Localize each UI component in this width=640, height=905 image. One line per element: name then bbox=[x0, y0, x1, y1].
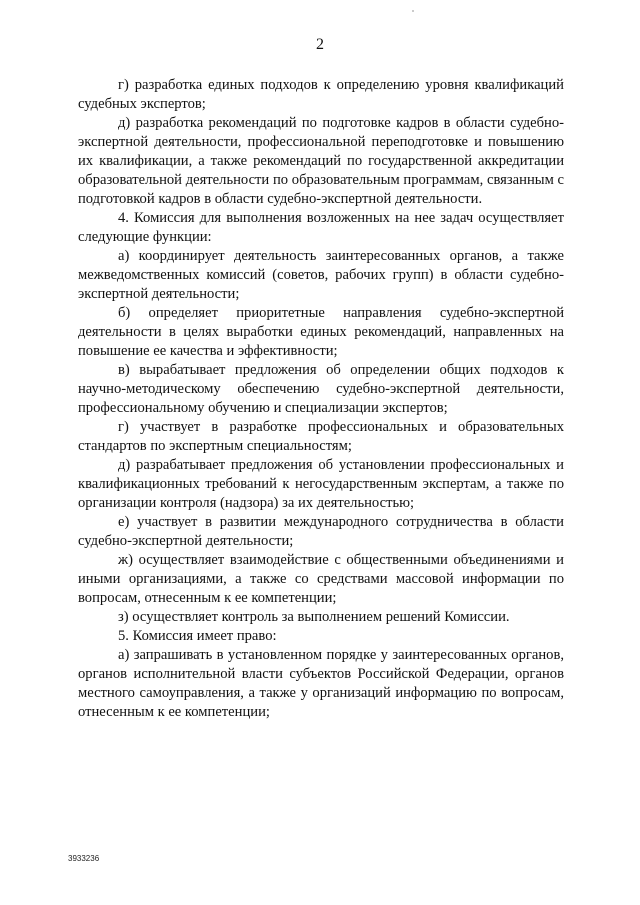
document-body bbox=[78, 76, 564, 722]
paragraph-g-unified-approaches: г) разработка единых подходов к определению уровня квалификаций судебных экспертов; bbox=[78, 77, 564, 112]
paragraph-b-priorities: б) определяет приоритетные направления судебно-экспертной деятельности в целях выработки единых рекомендаций, направленных на повышение ее качества и эффективности; bbox=[78, 305, 564, 359]
paragraph-d-requirements: д) разрабатывает предложения об установлении профессиональных и квалификационных требований к негосударственным экспертам, а также по организации контроля (надзора) за их деятельностью; bbox=[78, 457, 564, 511]
paragraph-a-request-info: а) запрашивать в установленном порядке у заинтересованных органов, органов исполнительной власти субъектов Российской Федерации, органов местного самоуправления, а также у организаций информацию по вопросам, отнесенным к ее компетенции; bbox=[78, 647, 564, 720]
paragraph-z-control: з) осуществляет контроль за выполнением решений Комиссии. bbox=[118, 609, 510, 625]
paragraph-a-coordinates: а) координирует деятельность заинтересованных органов, а также межведомственных комиссий (советов, рабочих групп) в области судебно-экспертной деятельности; bbox=[78, 248, 564, 302]
paragraph-5-rights: 5. Комиссия имеет право: bbox=[118, 628, 277, 644]
paragraph-g-standards: г) участвует в разработке профессиональных и образовательных стандартов по экспертным специальностям; bbox=[78, 419, 564, 454]
page-number: 2 bbox=[316, 36, 324, 53]
document-code: 3933236 bbox=[68, 854, 100, 863]
paragraph-zh-interaction: ж) осуществляет взаимодействие с общественными объединениями и иными организациями, а также со средствами массовой информации по вопросам, отнесенным к ее компетенции; bbox=[78, 552, 564, 606]
paragraph-v-proposals: в) вырабатывает предложения об определении общих подходов к научно-методическому обеспечению судебно-экспертной деятельности, профессиональному обучению и специализации экспертов; bbox=[78, 362, 564, 416]
paragraph-4-functions: 4. Комиссия для выполнения возложенных на нее задач осуществляет следующие функции: bbox=[78, 210, 564, 245]
paragraph-e-international: е) участвует в развитии международного сотрудничества в области судебно-экспертной деятельности; bbox=[78, 514, 564, 549]
paragraph-d-training-recommendations: д) разработка рекомендаций по подготовке кадров в области судебно-экспертной деятельности, профессиональной переподготовке и повышению их квалификации, а также рекомендаций по государственной аккредитации образовательной деятельности по образовательным программам, связанным с подготовкой кадров в области судебно-экспертной деятельности. bbox=[78, 115, 564, 207]
scan-speck bbox=[412, 10, 414, 12]
